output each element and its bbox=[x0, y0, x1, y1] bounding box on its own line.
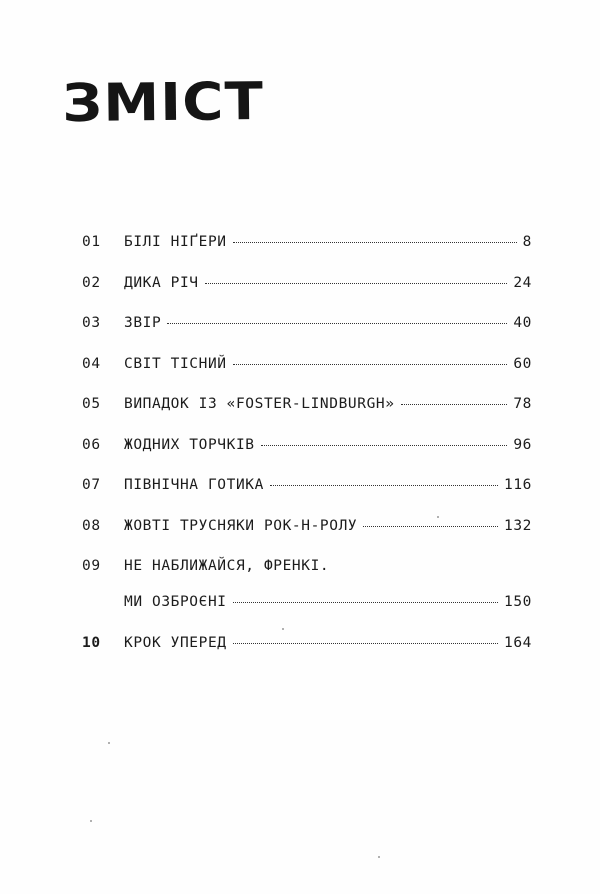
toc-entry-title-line2: МИ ОЗБРОЄНІ bbox=[124, 594, 227, 610]
toc-entry-06[interactable] bbox=[82, 437, 532, 457]
dot-leader bbox=[167, 323, 507, 324]
toc-entry-number: 05 bbox=[82, 396, 101, 412]
toc-entry-title: ЗВІР bbox=[124, 315, 162, 331]
toc-entry-02[interactable] bbox=[82, 275, 532, 295]
dot-leader bbox=[363, 526, 498, 527]
dot-leader bbox=[233, 364, 508, 365]
toc-entry-title: ЖОВТІ ТРУСНЯКИ РОК-Н-РОЛУ bbox=[124, 517, 358, 534]
toc-entry-page: 40 bbox=[513, 315, 532, 331]
toc-entry-04[interactable] bbox=[82, 356, 532, 376]
toc-entry-title: КРОК УПЕРЕД bbox=[124, 634, 227, 651]
toc-entry-title: БІЛІ НІҐЕРИ bbox=[124, 234, 227, 250]
dot-leader bbox=[205, 283, 508, 284]
toc-entry-page: 116 bbox=[504, 477, 532, 493]
toc-entry-title-line1: НЕ НАБЛИЖАЙСЯ, ФРЕНКІ. bbox=[124, 558, 330, 574]
toc-entry-10[interactable] bbox=[82, 635, 532, 655]
toc-entry-page: 132 bbox=[504, 517, 532, 534]
paper-speck bbox=[108, 742, 110, 744]
toc-entry-title: ВИПАДОК ІЗ «FOSTER-LINDBURGH» bbox=[124, 396, 395, 412]
paper-speck bbox=[90, 820, 92, 822]
toc-entry-07[interactable] bbox=[82, 477, 532, 497]
page-title: ЗМІСТ bbox=[61, 72, 265, 134]
paper-speck bbox=[282, 628, 284, 630]
toc-entry-page: 150 bbox=[504, 594, 532, 610]
toc-entry-number: 07 bbox=[82, 477, 101, 493]
toc-entry-number: 10 bbox=[82, 634, 101, 651]
toc-entry-09[interactable] bbox=[82, 558, 532, 614]
toc-entry-08[interactable] bbox=[82, 518, 532, 538]
toc-entry-number: 06 bbox=[82, 436, 101, 453]
toc-entry-title: СВІТ ТІСНИЙ bbox=[124, 355, 227, 372]
toc-entry-05[interactable] bbox=[82, 396, 532, 416]
dot-leader bbox=[233, 602, 498, 603]
dot-leader bbox=[261, 445, 508, 446]
dot-leader bbox=[270, 485, 498, 486]
dot-leader bbox=[233, 242, 517, 243]
toc-entry-page: 60 bbox=[513, 355, 532, 372]
dot-leader bbox=[401, 404, 508, 405]
toc-entry-number: 08 bbox=[82, 517, 101, 534]
toc-entry-title: ДИКА РІЧ bbox=[124, 274, 199, 291]
paper-speck bbox=[437, 516, 439, 518]
toc-entry-03[interactable] bbox=[82, 315, 532, 335]
toc-entry-01[interactable] bbox=[82, 234, 532, 254]
paper-speck bbox=[378, 856, 380, 858]
toc-entry-number: 01 bbox=[82, 234, 101, 250]
table-of-contents bbox=[82, 234, 532, 675]
toc-entry-page: 8 bbox=[522, 234, 532, 250]
toc-entry-page: 164 bbox=[504, 634, 532, 651]
dot-leader bbox=[233, 643, 498, 644]
toc-entry-title: ПІВНІЧНА ГОТИКА bbox=[124, 477, 264, 493]
toc-entry-number: 03 bbox=[82, 315, 101, 331]
toc-entry-page: 24 bbox=[513, 274, 532, 291]
toc-entry-number: 09 bbox=[82, 558, 101, 574]
toc-entry-title: ЖОДНИХ ТОРЧКІВ bbox=[124, 436, 255, 453]
toc-entry-page: 78 bbox=[513, 396, 532, 412]
toc-entry-page: 96 bbox=[513, 436, 532, 453]
toc-entry-number: 02 bbox=[82, 274, 101, 291]
toc-entry-number: 04 bbox=[82, 355, 101, 372]
